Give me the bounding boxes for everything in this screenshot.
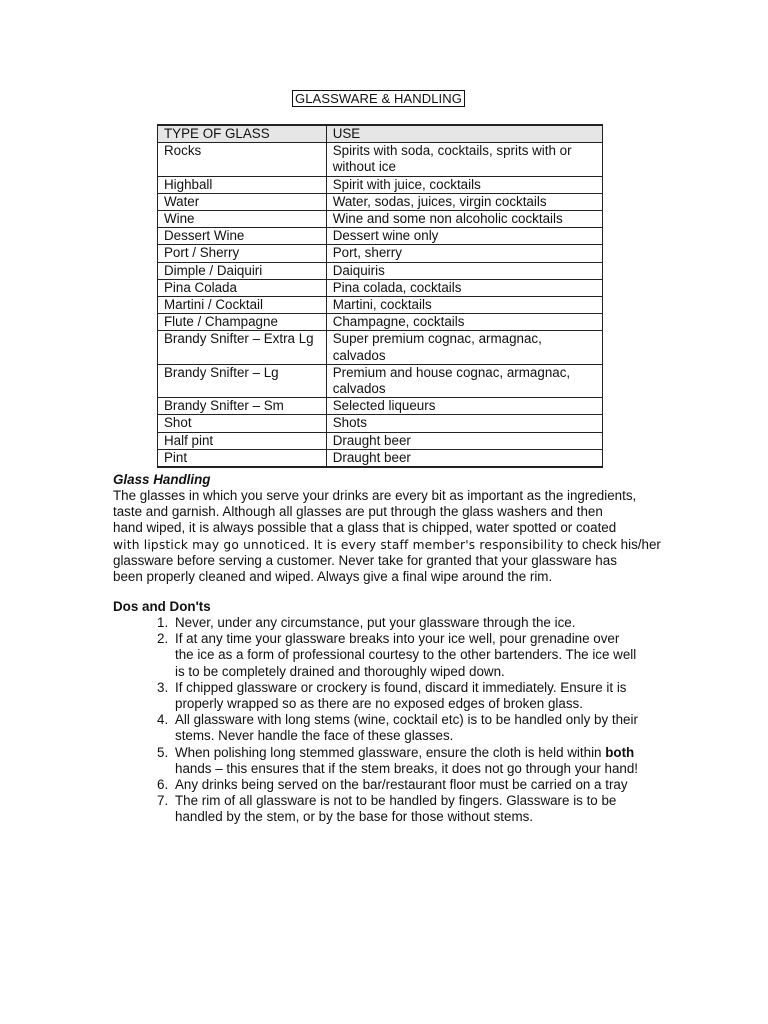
glass-handling-heading: Glass Handling [113,472,211,487]
list-line: If chipped glassware or crockery is found, discard it immediately. Ensure it is [175,679,627,695]
list-item [113,793,673,825]
page-title: GLASSWARE & HANDLING [292,90,465,107]
use-line: Premium and house cognac, armagnac, [332,364,571,380]
paragraph-line-segment: with lipstick may go unnoticed. It is every staff member's responsibility [113,537,564,552]
list-line: hands – this ensures that if the stem breaks, it does not go through your hand! [175,760,639,776]
dos-donts-heading: Dos and Don'ts [113,599,211,614]
list-item [113,745,673,777]
paragraph-line-segment: to check his/her [563,536,661,552]
list-line: handled by the stem, or by the base for those without stems. [175,809,534,825]
column-header-use: USE [326,125,602,143]
list-item [113,615,673,631]
glass-type-cell: Pint [158,449,327,467]
glass-type-cell: Port / Sherry [158,245,327,262]
glass-type-cell: Dessert Wine [158,228,327,245]
table-row [158,314,603,331]
emphasis-text: both [605,744,635,760]
paragraph-line: been properly cleaned and wiped. Always give a final wipe around the rim. [113,569,553,585]
list-number: 5. [157,744,169,760]
table-row [158,262,603,279]
list-line: the ice as a form of professional courtesy to the other bartenders. The ice well [175,647,637,663]
paragraph-line [113,537,668,553]
glass-type-cell: Flute / Champagne [158,314,327,331]
glassware-table [157,124,603,468]
glass-type-cell: Rocks [158,143,327,176]
glass-use-cell: Water, sodas, juices, virgin cocktails [326,193,602,210]
table-header-row [158,125,603,143]
table-row [158,176,603,193]
list-line: Any drinks being served on the bar/restaurant floor must be carried on a tray [175,777,628,793]
glass-type-cell: Dimple / Daiquiri [158,262,327,279]
use-line: Super premium cognac, armagnac, [332,331,542,347]
table-row [158,415,603,432]
glass-type-cell: Half pint [158,432,327,449]
list-item [113,712,673,744]
glass-type-cell: Water [158,193,327,210]
list-line: All glassware with long stems (wine, cocktail etc) is to be handled only by their [175,712,638,728]
table-row [158,193,603,210]
table-row [158,449,603,467]
list-line: is to be completely drained and thoroughly wiped down. [175,663,505,679]
table-row [158,228,603,245]
list-number: 3. [157,679,169,695]
glass-type-cell: Brandy Snifter – Extra Lg [158,331,327,364]
table-row [158,432,603,449]
glass-use-cell: Wine and some non alcoholic cocktails [326,211,602,228]
glass-type-cell: Pina Colada [158,279,327,296]
glass-use-cell: Pina colada, cocktails [326,279,602,296]
list-line: If at any time your glassware breaks into your ice well, pour grenadine over [175,631,620,647]
list-line-segment: When polishing long stemmed glassware, ensure the cloth is held within [175,744,606,760]
list-number: 6. [157,777,169,793]
paragraph-line: taste and garnish. Although all glasses are put through the glass washers and then [113,504,603,520]
use-line: Spirits with soda, cocktails, sprits with or [332,143,572,159]
list-line: Never, under any circumstance, put your glassware through the ice. [175,615,576,630]
list-line: stems. Never handle the face of these glasses. [175,728,454,744]
paragraph-line: The glasses in which you serve your drinks are every bit as important as the ingredients, [113,488,637,503]
glass-use-cell: Champagne, cocktails [326,314,602,331]
list-number: 2. [157,631,169,647]
list-number: 7. [157,793,169,809]
glass-type-cell: Highball [158,176,327,193]
list-item [113,680,673,712]
use-line: calvados [332,381,386,397]
table-row [158,245,603,262]
glass-use-cell: Shots [326,415,602,432]
glass-type-cell: Brandy Snifter – Sm [158,398,327,415]
glass-use-cell: Spirit with juice, cocktails [326,176,602,193]
glass-use-cell: Draught beer [326,449,602,467]
list-number: 1. [157,615,169,630]
use-line: without ice [332,159,396,175]
use-line: calvados [332,347,386,363]
glass-use-cell [326,331,602,364]
glass-use-cell: Selected liqueurs [326,398,602,415]
glass-use-cell [326,143,602,176]
list-line: The rim of all glassware is not to be handled by fingers. Glassware is to be [175,793,617,809]
list-item [113,631,673,680]
list-line: properly wrapped so as there are no exposed edges of broken glass. [175,696,583,712]
glass-use-cell: Martini, cocktails [326,297,602,314]
glass-use-cell: Daiquiris [326,262,602,279]
paragraph-line: glassware before serving a customer. Never take for granted that your glassware has [113,552,617,568]
table-row [158,143,603,176]
table-row [158,279,603,296]
list-number: 4. [157,712,169,728]
glass-use-cell: Port, sherry [326,245,602,262]
glass-handling-paragraph [113,488,668,585]
table-row [158,398,603,415]
column-header-type: TYPE OF GLASS [158,125,327,143]
list-item [113,777,673,793]
list-line [175,745,673,761]
table-row [158,297,603,314]
paragraph-line: hand wiped, it is always possible that a glass that is chipped, water spotted or coated [113,520,617,536]
table-row [158,331,603,364]
table-row [158,211,603,228]
table-row [158,364,603,397]
glass-use-cell: Dessert wine only [326,228,602,245]
glass-type-cell: Martini / Cocktail [158,297,327,314]
glass-use-cell: Draught beer [326,432,602,449]
glass-use-cell [326,364,602,397]
glass-type-cell: Brandy Snifter – Lg [158,364,327,397]
glass-type-cell: Wine [158,211,327,228]
glass-type-cell: Shot [158,415,327,432]
dos-donts-list [113,615,673,826]
